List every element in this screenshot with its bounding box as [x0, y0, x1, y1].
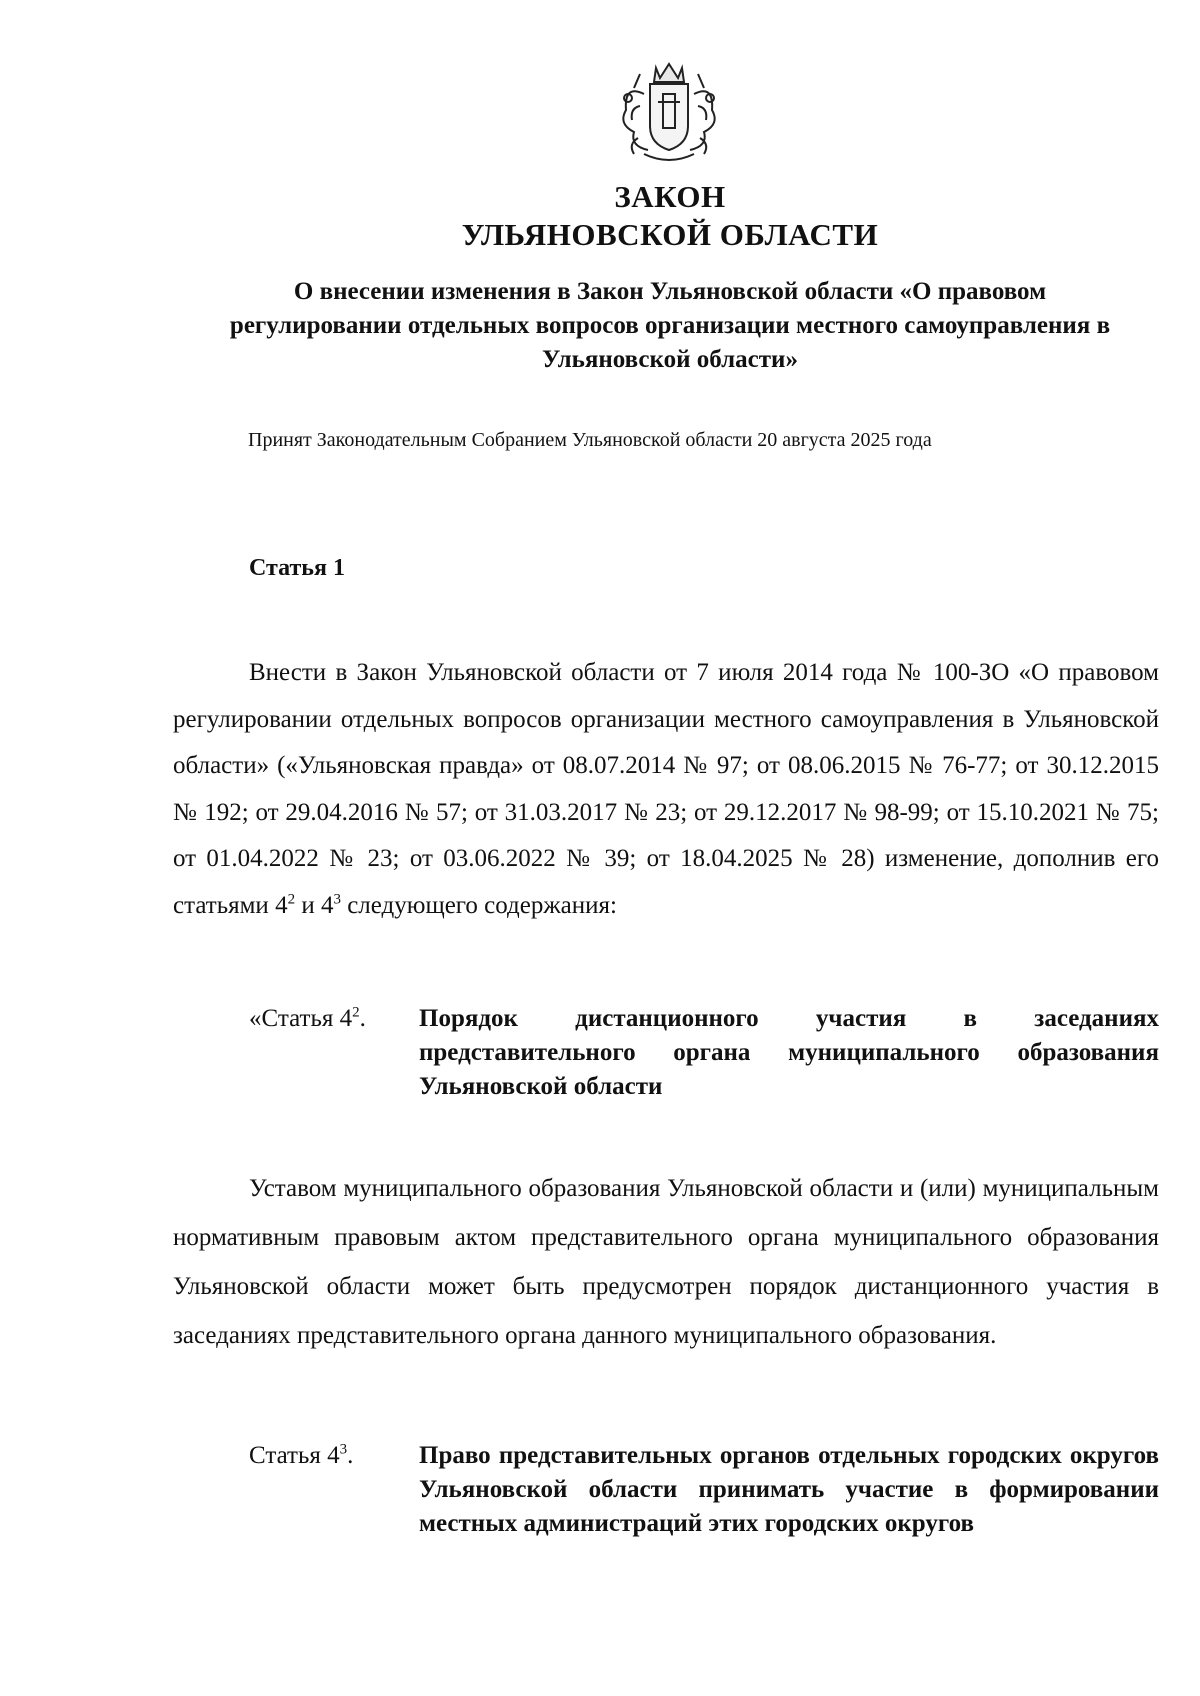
article-ref-b-sup: 3	[333, 891, 341, 908]
law-title	[0, 178, 1200, 254]
law-title-line1: ЗАКОН	[614, 179, 726, 214]
article-4-2-sup: 2	[352, 1004, 360, 1021]
article-1-heading: Статья 1	[249, 555, 345, 581]
article-1-body: Внести в Закон Ульяновской области от 7 июля 2014 года № 100-ЗО «О правовом регулировании отдельных вопросов организации местного самоуправления в Ульяновской области» («Ульяновская правда» от 08.07.2014 № 97; от 08.06.2015 № 76-77; от 30.12.2015 № 192; от 29.04.2016 № 57; от 31.03.2017 № 23; от 29.12.2017 № 98-99; от 15.10.2021 № 75; от 01.04.2022 № 23; от 03.06.2022 № 39; от 18.04.2025 № 28) изменение, дополнив его статьями	[173, 659, 1159, 919]
article-4-2-label-end: .	[359, 1005, 366, 1032]
article-4-2-label-text: «Статья 4	[249, 1005, 353, 1032]
article-4-2-label	[249, 1002, 366, 1036]
article-4-2-body: Уставом муниципального образования Ульяновской области и (или) муниципальным нормативным правовым актом представительного органа муниципального образования Ульяновской области может быть предусмотрен порядок дистанционного участия в заседаниях представительного органа данного муниципального образования.	[173, 1175, 1159, 1349]
article-4-3-title: Право представительных органов отдельных городских округов Ульяновской области принимать участие в формировании местных администраций этих городских округов	[419, 1442, 1159, 1537]
law-subject: О внесении изменения в Закон Ульяновской области «О правовом регулировании отдельных вопросов организации местного самоуправления в Ульяновской области»	[229, 278, 1111, 373]
article-ref-b: 4	[320, 891, 334, 919]
article-4-3-label	[249, 1439, 353, 1473]
adoption-statement: Принят Законодательным Собранием Ульяновской области 20 августа 2025 года	[248, 429, 932, 451]
article-ref-a: 4	[275, 891, 288, 919]
coat-of-arms-icon	[604, 54, 734, 166]
law-title-line2: УЛЬЯНОВСКОЙ ОБЛАСТИ	[461, 217, 879, 252]
article-1-text	[173, 650, 1159, 929]
article-ref-a-sup: 2	[287, 891, 296, 908]
article-4-3-sup: 3	[339, 1441, 348, 1458]
article-4-2-title: Порядок дистанционного участия в заседаниях представительного органа муниципального образования Ульяновской области	[419, 1005, 1159, 1100]
article-4-3-label-end: .	[347, 1442, 354, 1469]
article-ref-conj: и	[301, 891, 315, 919]
article-1-body-end: следующего содержания:	[347, 891, 617, 919]
article-4-3-label-text: Статья 4	[249, 1442, 340, 1469]
